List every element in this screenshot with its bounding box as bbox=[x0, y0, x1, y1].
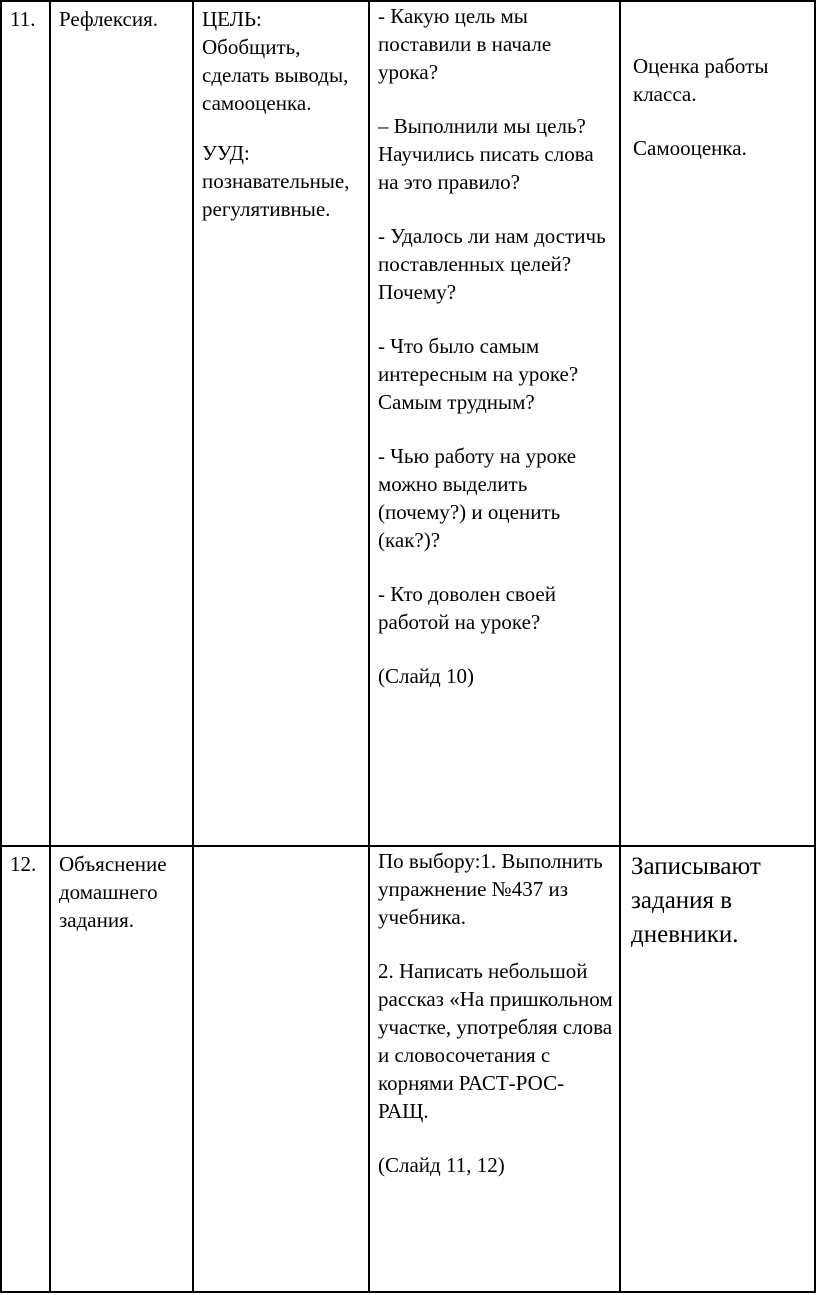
goal-text: ЦЕЛЬ: Обобщить, сделать выводы, самооценка. bbox=[202, 7, 349, 115]
teacher-question: – Выполнили мы цель? Научились писать слова на это правило? bbox=[378, 114, 594, 194]
row-number: 11. bbox=[10, 7, 36, 31]
goal-text bbox=[202, 847, 362, 850]
teacher-question: - Что было самым интересным на уроке? Самым трудным? bbox=[378, 334, 579, 414]
slide-reference: (Слайд 10) bbox=[378, 664, 474, 688]
uud-text: УУД: познавательные, регулятивные. bbox=[202, 141, 350, 221]
stage-name: Рефлексия. bbox=[59, 7, 159, 31]
slide-reference: (Слайд 11, 12) bbox=[378, 1153, 505, 1177]
homework-task: 2. Написать небольшой рассказ «На пришкольном участке, употребляя слова и словосочетания с корнями РАСТ-РОС-РАЩ. bbox=[378, 959, 613, 1123]
student-activity: Самооценка. bbox=[633, 136, 747, 160]
teacher-activity-cell bbox=[369, 846, 620, 1292]
teacher-activity-cell bbox=[369, 1, 620, 846]
teacher-question: - Какую цель мы поставили в начале урока? bbox=[378, 4, 552, 84]
student-activity: Оценка работы класса. bbox=[633, 54, 769, 106]
student-activity-cell bbox=[620, 1, 815, 846]
table-row bbox=[1, 846, 815, 1292]
student-activity: Записывают задания в дневники. bbox=[631, 853, 761, 948]
stage-name: Объяснение домашнего задания. bbox=[59, 852, 167, 932]
student-activity-cell bbox=[620, 846, 815, 1292]
stage-cell bbox=[50, 1, 193, 846]
stage-cell bbox=[50, 846, 193, 1292]
row-number-cell bbox=[1, 1, 50, 846]
goal-cell bbox=[193, 1, 369, 846]
teacher-question: - Кто доволен своей работой на уроке? bbox=[378, 582, 556, 634]
row-number-cell bbox=[1, 846, 50, 1292]
goal-cell bbox=[193, 846, 369, 1292]
row-number: 12. bbox=[10, 852, 37, 876]
teacher-question: - Чью работу на уроке можно выделить (почему?) и оценить (как?)? bbox=[378, 444, 577, 552]
homework-task: По выбору:1. Выполнить упражнение №437 из учебника. bbox=[378, 849, 603, 929]
teacher-question: - Удалось ли нам достичь поставленных целей? Почему? bbox=[378, 224, 606, 304]
table-row bbox=[1, 1, 815, 846]
